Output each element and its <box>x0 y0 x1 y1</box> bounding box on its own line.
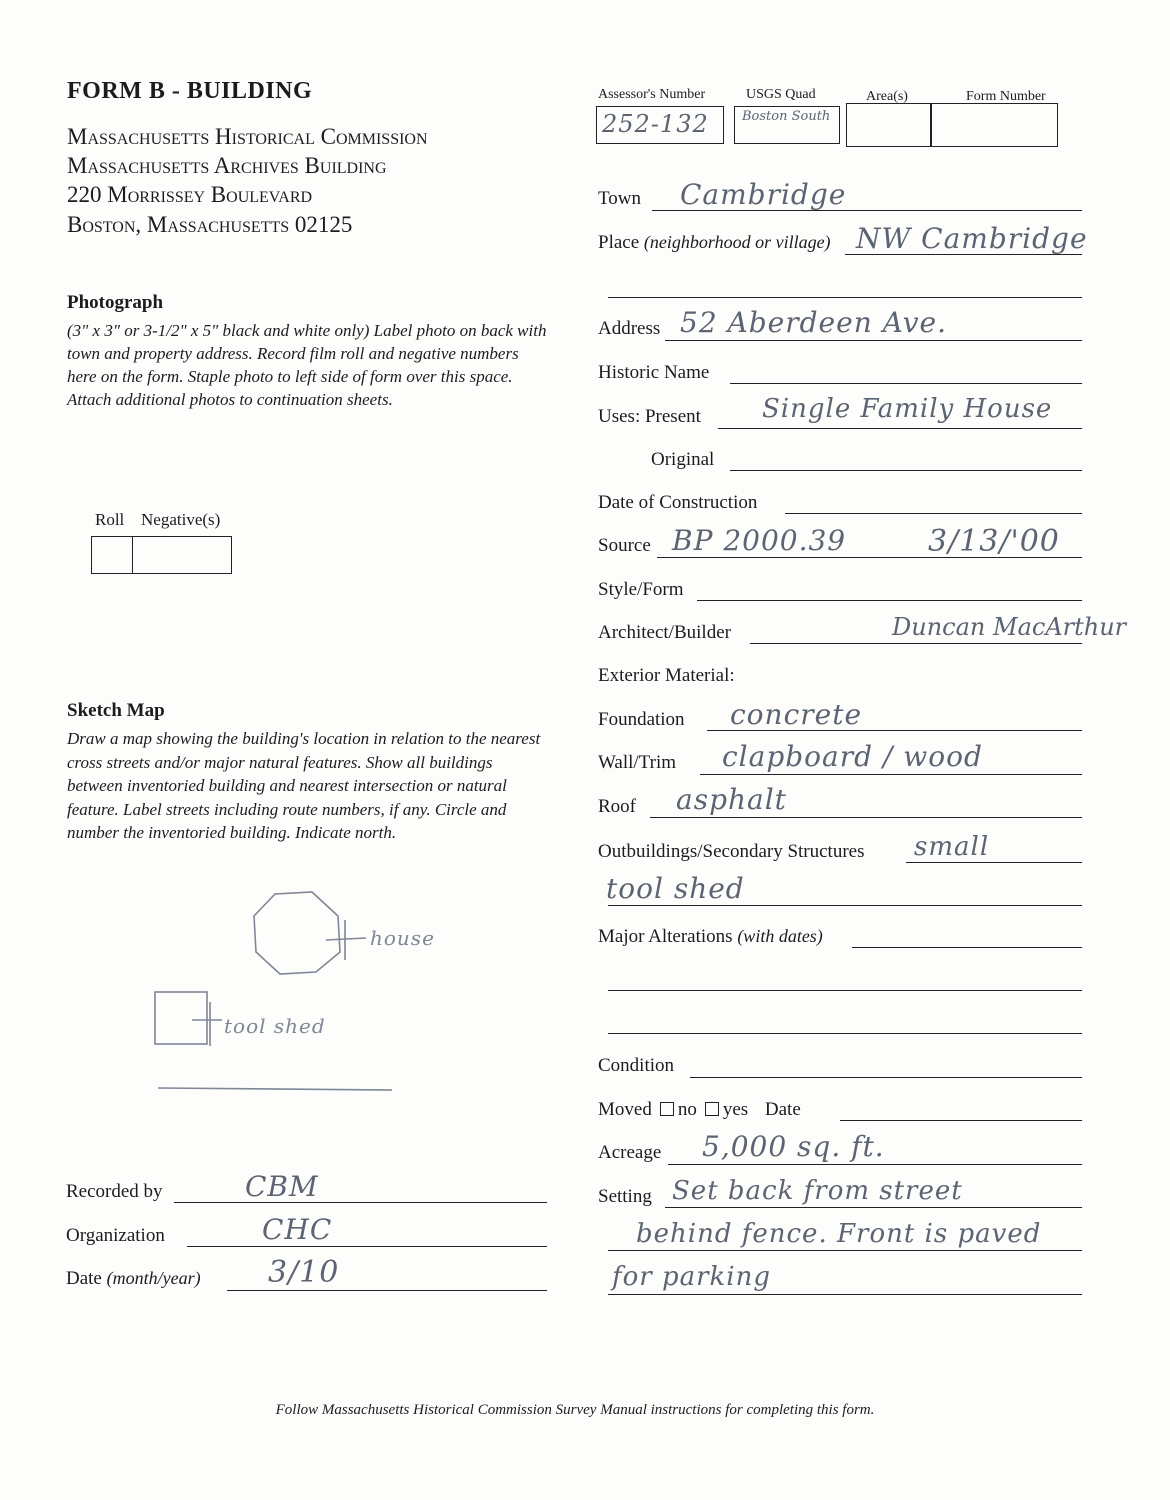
outbuildings-label: Outbuildings/Secondary Structures <box>598 841 865 862</box>
sketch-house-label: house <box>370 926 435 950</box>
setting-value-3: for parking <box>612 1262 772 1292</box>
alterations-line[interactable] <box>852 947 1082 948</box>
style-form-line[interactable] <box>697 600 1082 601</box>
wall-trim-value: clapboard / wood <box>722 740 983 773</box>
negative-box[interactable] <box>132 536 232 574</box>
date-construction-line[interactable] <box>785 513 1082 514</box>
foundation-value: concrete <box>730 698 863 731</box>
assessor-number-label: Assessor's Number <box>598 87 706 102</box>
setting-line-3[interactable] <box>608 1294 1082 1295</box>
architect-label: Architect/Builder <box>598 622 731 643</box>
outbuildings-line[interactable] <box>906 862 1082 863</box>
photograph-heading: Photograph <box>67 292 164 313</box>
roof-label: Roof <box>598 796 636 817</box>
wall-trim-label: Wall/Trim <box>598 752 677 773</box>
place-hint: (neighborhood or village) <box>643 232 831 252</box>
setting-value-1: Set back from street <box>672 1176 963 1206</box>
address-value: 52 Aberdeen Ave. <box>680 306 948 339</box>
uses-present-value: Single Family House <box>762 394 1053 424</box>
date-value: 3/10 <box>268 1255 340 1290</box>
moved-no-checkbox[interactable] <box>660 1102 674 1116</box>
setting-line[interactable] <box>665 1207 1082 1208</box>
moved-yes-label: yes <box>722 1099 749 1120</box>
acreage-label: Acreage <box>598 1142 662 1163</box>
agency-name: Massachusetts Historical Commission <box>67 124 428 149</box>
setting-value-2: behind fence. Front is paved <box>636 1219 1042 1249</box>
alterations-line-2[interactable] <box>608 990 1082 991</box>
recorded-by-value: CBM <box>245 1170 319 1203</box>
sketch-map-instructions: Draw a map showing the building's location in relation to the nearest cross streets and/or major natural features. Show all buildings between inventoried building and nearest intersection or natural feature. Label streets including route numbers, if any. Circle and number the inventoried building. Indicate north. <box>67 729 541 842</box>
assessor-number-value: 252-132 <box>602 110 709 138</box>
place-label <box>598 232 831 254</box>
acreage-line[interactable] <box>668 1164 1082 1165</box>
outbuildings-value-1: small <box>914 832 990 862</box>
date-construction-label: Date of Construction <box>598 492 758 513</box>
outbuildings-value-2: tool shed <box>606 872 745 905</box>
town-value: Cambridge <box>680 178 847 211</box>
roll-box[interactable] <box>91 536 133 574</box>
area-box[interactable] <box>846 103 932 147</box>
sketch-drawing <box>140 880 500 1110</box>
sketch-shed-label: tool shed <box>224 1014 326 1038</box>
sketch-map-heading: Sketch Map <box>67 700 165 721</box>
date-line[interactable] <box>227 1290 547 1291</box>
address-line[interactable] <box>665 340 1082 341</box>
setting-label: Setting <box>598 1186 652 1207</box>
organization-line[interactable] <box>187 1246 547 1247</box>
address-label: Address <box>598 318 661 339</box>
moved-date-line[interactable] <box>840 1120 1082 1121</box>
moved-no-label: no <box>677 1099 697 1120</box>
area-label: Area(s) <box>866 89 908 104</box>
uses-present-line[interactable] <box>718 428 1082 429</box>
acreage-value: 5,000 sq. ft. <box>702 1130 885 1163</box>
moved-date-label: Date <box>764 1099 801 1120</box>
foundation-label: Foundation <box>598 709 685 730</box>
source-value: BP 2000.39 <box>672 524 847 557</box>
moved-row <box>598 1099 801 1121</box>
negative-label: Negative(s) <box>141 510 221 529</box>
moved-label: Moved <box>598 1099 652 1120</box>
place-label-text: Place <box>598 232 640 253</box>
alterations-label-text: Major Alterations <box>598 926 733 947</box>
architect-line[interactable] <box>750 643 1082 644</box>
recorded-by-label: Recorded by <box>66 1181 163 1202</box>
historic-name-label: Historic Name <box>598 362 710 383</box>
organization-value: CHC <box>262 1213 333 1246</box>
setting-line-2[interactable] <box>608 1250 1082 1251</box>
date-hint: (month/year) <box>106 1268 201 1288</box>
alterations-line-3[interactable] <box>608 1033 1082 1034</box>
alterations-label <box>598 926 823 948</box>
date-label <box>66 1268 201 1290</box>
wall-trim-line[interactable] <box>700 774 1082 775</box>
moved-yes-checkbox[interactable] <box>705 1102 719 1116</box>
place-line-2[interactable] <box>608 297 1082 298</box>
recorded-by-line[interactable] <box>174 1202 547 1203</box>
form-number-box[interactable] <box>930 103 1058 147</box>
form-number-label: Form Number <box>966 89 1046 104</box>
original-label: Original <box>651 449 715 470</box>
condition-label: Condition <box>598 1055 675 1076</box>
place-value: NW Cambridge <box>856 222 1088 255</box>
usgs-quad-value: Boston South <box>742 109 831 124</box>
date-label-text: Date <box>66 1268 102 1289</box>
historic-name-line[interactable] <box>730 383 1082 384</box>
agency-city: Boston, Massachusetts 02125 <box>67 212 353 237</box>
original-line[interactable] <box>730 470 1082 471</box>
photograph-instructions: (3" x 3" or 3-1/2" x 5" black and white only) Label photo on back with town and property address. Record film roll and negative numbers here on the form. Staple photo to left side of form over this space. Attach additional photos to continuation sheets. <box>67 321 547 409</box>
uses-present-label: Uses: Present <box>598 406 701 427</box>
source-date: 3/13/'00 <box>928 524 1060 559</box>
town-label: Town <box>598 188 642 209</box>
agency-street: 220 Morrissey Boulevard <box>67 182 313 207</box>
style-form-label: Style/Form <box>598 579 684 600</box>
outbuildings-line-2[interactable] <box>608 905 1082 906</box>
usgs-quad-label: USGS Quad <box>746 87 816 102</box>
roll-label: Roll <box>95 510 125 529</box>
exterior-material-label: Exterior Material: <box>598 665 735 686</box>
source-label: Source <box>598 535 651 556</box>
architect-value: Duncan MacArthur <box>892 613 1127 641</box>
street-line <box>158 1088 392 1090</box>
roof-value: asphalt <box>676 783 787 816</box>
condition-line[interactable] <box>690 1077 1082 1078</box>
agency-building: Massachusetts Archives Building <box>67 153 387 178</box>
roof-line[interactable] <box>650 817 1082 818</box>
organization-label: Organization <box>66 1225 165 1246</box>
house-octagon <box>254 892 340 974</box>
footer-note: Follow Massachusetts Historical Commission Survey Manual instructions for completing this form. <box>275 1402 875 1418</box>
alterations-hint: (with dates) <box>737 926 823 946</box>
shed-square <box>155 992 207 1044</box>
form-title: FORM B - BUILDING <box>67 78 313 104</box>
